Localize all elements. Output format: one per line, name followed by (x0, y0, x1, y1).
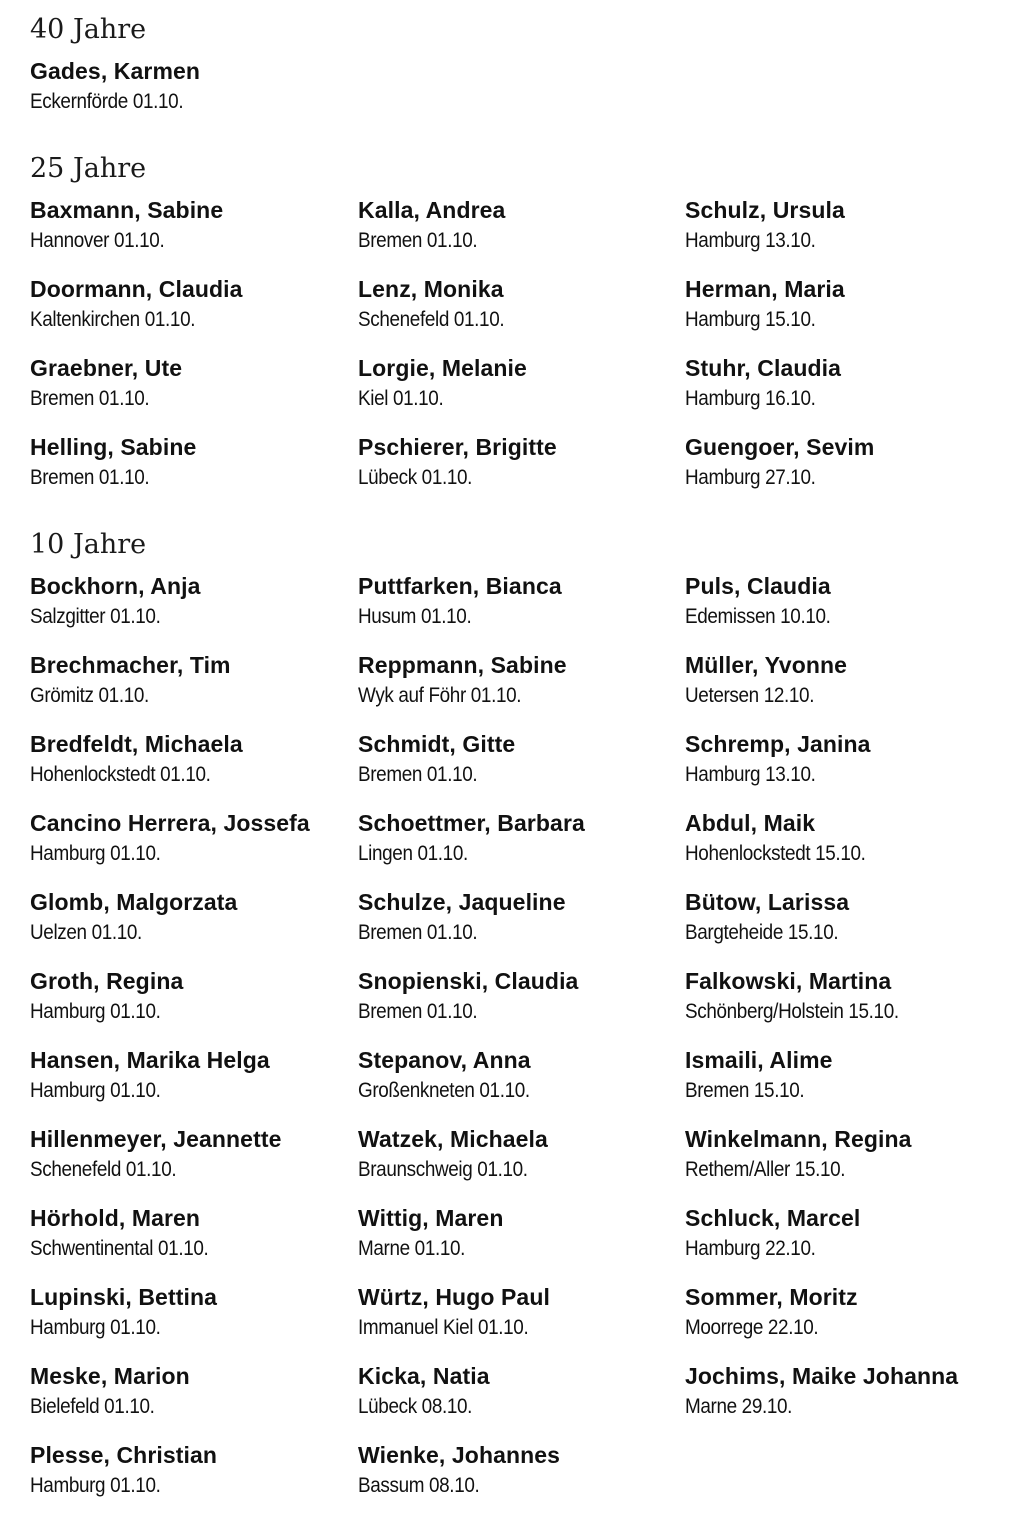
list-item (358, 1282, 678, 1343)
list-item (685, 1045, 1005, 1106)
entry-place-date: Hohenlockstedt 01.10. (30, 763, 211, 786)
entry-place-date: Hohenlockstedt 15.10. (685, 842, 866, 865)
entry-name: Bredfeldt, Michaela (30, 731, 243, 757)
entry-name: Schulze, Jaqueline (358, 889, 566, 915)
entry-name: Schremp, Janina (685, 731, 871, 757)
entry-place-date: Salzgitter 01.10. (30, 605, 161, 628)
entry-name: Pschierer, Brigitte (358, 434, 557, 460)
list-item (358, 1203, 678, 1264)
entry-place-date: Kiel 01.10. (358, 387, 444, 410)
list-item (30, 1045, 350, 1106)
list-item (358, 887, 678, 948)
entry-name: Hillenmeyer, Jeannette (30, 1126, 282, 1152)
entry-place-date: Lübeck 08.10. (358, 1395, 473, 1418)
entry-place-date: Schenefeld 01.10. (30, 1158, 177, 1181)
entry-name: Groth, Regina (30, 968, 184, 994)
entry-name: Herman, Maria (685, 276, 845, 302)
list-item (30, 729, 350, 790)
entry-name: Ismaili, Alime (685, 1047, 833, 1073)
entry-place-date: Schwentinental 01.10. (30, 1237, 209, 1260)
list-item (358, 195, 678, 256)
list-item (30, 432, 350, 493)
entry-name: Jochims, Maike Johanna (685, 1363, 959, 1389)
list-item (685, 353, 1005, 414)
entry-place-date: Uetersen 12.10. (685, 684, 815, 707)
entry-place-date: Hamburg 13.10. (685, 763, 816, 786)
entry-name: Stepanov, Anna (358, 1047, 531, 1073)
entry-name: Hörhold, Maren (30, 1205, 201, 1231)
entry-place-date: Hamburg 15.10. (685, 308, 816, 331)
entry-name: Watzek, Michaela (358, 1126, 548, 1152)
entry-place-date: Wyk auf Föhr 01.10. (358, 684, 522, 707)
entry-place-date: Hamburg 01.10. (30, 1000, 161, 1023)
entry-name: Hansen, Marika Helga (30, 1047, 270, 1073)
list-item (358, 729, 678, 790)
list-item (358, 966, 678, 1027)
entry-name: Brechmacher, Tim (30, 652, 231, 678)
list-item (685, 195, 1005, 256)
entry-place-date: Bremen 01.10. (358, 1000, 478, 1023)
list-item (358, 353, 678, 414)
list-item (30, 195, 350, 256)
entry-place-date: Bremen 01.10. (358, 921, 478, 944)
entry-name: Bockhorn, Anja (30, 573, 201, 599)
list-item (358, 571, 678, 632)
list-item (358, 650, 678, 711)
entry-place-date: Bremen 15.10. (685, 1079, 805, 1102)
list-item (685, 571, 1005, 632)
list-item (685, 1282, 1005, 1343)
entry-name: Doormann, Claudia (30, 276, 243, 302)
entry-place-date: Schenefeld 01.10. (358, 308, 505, 331)
entry-place-date: Immanuel Kiel 01.10. (358, 1316, 529, 1339)
list-item (30, 1203, 350, 1264)
entry-place-date: Lübeck 01.10. (358, 466, 473, 489)
entry-name: Cancino Herrera, Jossefa (30, 810, 310, 836)
list-item (30, 1361, 350, 1422)
entry-name: Lupinski, Bettina (30, 1284, 217, 1310)
list-item (30, 966, 350, 1027)
section-heading-40: 40 Jahre (30, 14, 147, 45)
entry-name: Baxmann, Sabine (30, 197, 224, 223)
list-item (358, 1440, 678, 1501)
list-item (358, 1124, 678, 1185)
entry-place-date: Bielefeld 01.10. (30, 1395, 155, 1418)
section-heading-25: 25 Jahre (30, 153, 147, 184)
list-item (685, 887, 1005, 948)
entry-place-date: Eckernförde 01.10. (30, 90, 184, 113)
list-item (30, 887, 350, 948)
entry-name: Wienke, Johannes (358, 1442, 561, 1468)
list-item (685, 808, 1005, 869)
list-item (358, 432, 678, 493)
entry-name: Müller, Yvonne (685, 652, 848, 678)
entry-name: Guengoer, Sevim (685, 434, 875, 460)
entry-place-date: Lingen 01.10. (358, 842, 468, 865)
entry-name: Wittig, Maren (358, 1205, 504, 1231)
entry-place-date: Edemissen 10.10. (685, 605, 831, 628)
entry-place-date: Hamburg 22.10. (685, 1237, 816, 1260)
entry-place-date: Bremen 01.10. (30, 466, 150, 489)
entry-name: Lenz, Monika (358, 276, 504, 302)
entry-name: Puttfarken, Bianca (358, 573, 562, 599)
entry-place-date: Marne 01.10. (358, 1237, 466, 1260)
entry-place-date: Grömitz 01.10. (30, 684, 149, 707)
entry-place-date: Hamburg 27.10. (685, 466, 816, 489)
list-item (685, 274, 1005, 335)
entry-name: Helling, Sabine (30, 434, 197, 460)
entry-place-date: Hamburg 16.10. (685, 387, 816, 410)
list-item (30, 274, 350, 335)
entry-name: Schluck, Marcel (685, 1205, 861, 1231)
entry-place-date: Großenkneten 01.10. (358, 1079, 530, 1102)
entry-name: Würtz, Hugo Paul (358, 1284, 550, 1310)
entry-place-date: Marne 29.10. (685, 1395, 793, 1418)
entry-name: Bütow, Larissa (685, 889, 850, 915)
entry-name: Reppmann, Sabine (358, 652, 567, 678)
entry-name: Falkowski, Martina (685, 968, 892, 994)
entry-name: Abdul, Maik (685, 810, 816, 836)
entry-place-date: Hamburg 01.10. (30, 1079, 161, 1102)
entry-place-date: Braunschweig 01.10. (358, 1158, 528, 1181)
entry-name: Sommer, Moritz (685, 1284, 858, 1310)
entry-name: Kalla, Andrea (358, 197, 506, 223)
list-item (30, 1440, 350, 1501)
list-item (685, 1124, 1005, 1185)
entry-place-date: Bargteheide 15.10. (685, 921, 839, 944)
list-item (30, 56, 350, 117)
entry-name: Graebner, Ute (30, 355, 183, 381)
entry-place-date: Uelzen 01.10. (30, 921, 142, 944)
list-item (358, 808, 678, 869)
list-item (30, 808, 350, 869)
entry-place-date: Rethem/Aller 15.10. (685, 1158, 846, 1181)
entry-place-date: Bassum 08.10. (358, 1474, 480, 1497)
list-item (358, 274, 678, 335)
list-item (358, 1045, 678, 1106)
entry-name: Snopienski, Claudia (358, 968, 579, 994)
list-item (30, 650, 350, 711)
entry-place-date: Hannover 01.10. (30, 229, 165, 252)
entry-place-date: Bremen 01.10. (358, 763, 478, 786)
list-item (685, 966, 1005, 1027)
list-item (30, 1124, 350, 1185)
list-item (685, 432, 1005, 493)
entry-name: Gades, Karmen (30, 58, 201, 84)
entry-place-date: Kaltenkirchen 01.10. (30, 308, 196, 331)
entry-place-date: Husum 01.10. (358, 605, 472, 628)
entry-place-date: Hamburg 01.10. (30, 1316, 161, 1339)
list-item (685, 729, 1005, 790)
entry-name: Glomb, Malgorzata (30, 889, 238, 915)
entry-name: Schmidt, Gitte (358, 731, 516, 757)
section-heading-10: 10 Jahre (30, 529, 147, 560)
entry-place-date: Hamburg 01.10. (30, 1474, 161, 1497)
entry-name: Stuhr, Claudia (685, 355, 842, 381)
list-item (30, 1282, 350, 1343)
list-item (685, 650, 1005, 711)
list-item (30, 571, 350, 632)
entry-name: Lorgie, Melanie (358, 355, 527, 381)
entry-name: Meske, Marion (30, 1363, 190, 1389)
list-item (30, 353, 350, 414)
entry-name: Winkelmann, Regina (685, 1126, 912, 1152)
entry-place-date: Bremen 01.10. (358, 229, 478, 252)
entry-name: Schulz, Ursula (685, 197, 845, 223)
entry-place-date: Schönberg/Holstein 15.10. (685, 1000, 899, 1023)
entry-name: Kicka, Natia (358, 1363, 490, 1389)
list-item (685, 1203, 1005, 1264)
list-item (685, 1361, 1005, 1422)
entry-name: Plesse, Christian (30, 1442, 218, 1468)
entry-place-date: Moorrege 22.10. (685, 1316, 819, 1339)
entry-place-date: Hamburg 13.10. (685, 229, 816, 252)
entry-place-date: Bremen 01.10. (30, 387, 150, 410)
list-item (358, 1361, 678, 1422)
entry-name: Puls, Claudia (685, 573, 831, 599)
entry-place-date: Hamburg 01.10. (30, 842, 161, 865)
entry-name: Schoettmer, Barbara (358, 810, 585, 836)
